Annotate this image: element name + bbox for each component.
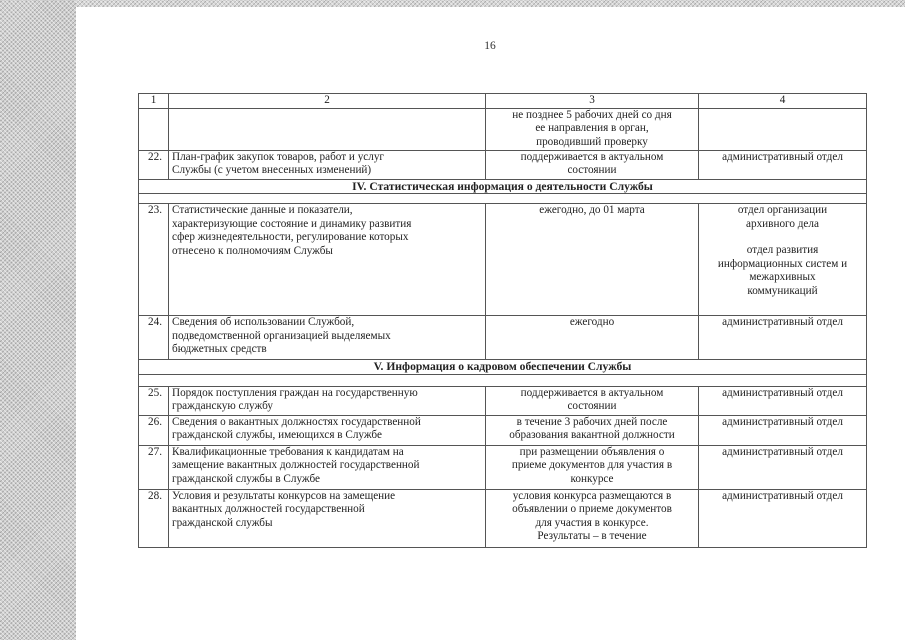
row-number: 24.: [139, 316, 169, 360]
row-description: Сведения о вакантных должностях государственной гражданской службы, имеющихся в Службе: [169, 415, 486, 445]
row-department: административный отдел: [699, 316, 867, 360]
row-period: поддерживается в актуальном состоянии: [486, 386, 699, 415]
row-number: 26.: [139, 415, 169, 445]
row-description: [169, 108, 486, 150]
table-row-continued: [139, 108, 867, 150]
section-heading-row: [139, 360, 867, 375]
row-description: План-график закупок товаров, работ и услуг Службы (с учетом внесенных изменений): [169, 150, 486, 179]
row-number: 23.: [139, 204, 169, 316]
row-period: поддерживается в актуальном состоянии: [486, 150, 699, 179]
row-department: административный отдел: [699, 415, 867, 445]
scan-margin-top: [76, 0, 905, 7]
document-table: [138, 93, 867, 548]
table-row: [139, 150, 867, 179]
row-number: 28.: [139, 489, 169, 547]
row-description: Порядок поступления граждан на государственную гражданскую службу: [169, 386, 486, 415]
row-department: административный отдел: [699, 150, 867, 179]
row-period: условия конкурса размещаются в объявлении о приеме документов для участия в конкурсе. Результаты – в течение: [486, 489, 699, 547]
row-description: Сведения об использовании Службой, подведомственной организацией выделяемых бюджетных средств: [169, 316, 486, 360]
table-row: [139, 386, 867, 415]
table-row: [139, 489, 867, 547]
column-header-row: [139, 94, 867, 109]
row-number: 27.: [139, 445, 169, 489]
row-department: отдел организации архивного дела отдел развития информационных систем и межархивных коммуникаций: [699, 204, 867, 316]
row-description: Статистические данные и показатели, характеризующие состояние и динамику развития сфер жизнедеятельности, регулирование которых отнесено к полномочиям Службы: [169, 204, 486, 316]
table-row: [139, 316, 867, 360]
page-number: 16: [484, 40, 496, 52]
column-header-1: 1: [139, 94, 169, 109]
row-number: 25.: [139, 386, 169, 415]
section-heading-v: V. Информация о кадровом обеспечении Службы: [139, 360, 867, 375]
scan-margin-left: [0, 0, 76, 640]
column-header-4: 4: [699, 94, 867, 109]
row-period: ежегодно: [486, 316, 699, 360]
row-period: ежегодно, до 01 марта: [486, 204, 699, 316]
row-department: административный отдел: [699, 489, 867, 547]
section-heading-iv: IV. Статистическая информация о деятельности Службы: [139, 179, 867, 194]
row-department: административный отдел: [699, 445, 867, 489]
section-heading-row: [139, 179, 867, 194]
row-period: в течение 3 рабочих дней после образования вакантной должности: [486, 415, 699, 445]
section-spacer-row: [139, 194, 867, 204]
column-header-3: 3: [486, 94, 699, 109]
section-spacer-row: [139, 374, 867, 386]
row-description: Квалификационные требования к кандидатам на замещение вакантных должностей государственной гражданской службы в Службе: [169, 445, 486, 489]
row-department: административный отдел: [699, 386, 867, 415]
row-number: 22.: [139, 150, 169, 179]
table-row: [139, 415, 867, 445]
row-description: Условия и результаты конкурсов на замещение вакантных должностей государственной гражданской службы: [169, 489, 486, 547]
row-period: не позднее 5 рабочих дней со дня ее направления в орган, проводивший проверку: [486, 108, 699, 150]
table-row: [139, 204, 867, 316]
row-period: при размещении объявления о приеме документов для участия в конкурсе: [486, 445, 699, 489]
table-row: [139, 445, 867, 489]
column-header-2: 2: [169, 94, 486, 109]
row-number: [139, 108, 169, 150]
row-department: [699, 108, 867, 150]
